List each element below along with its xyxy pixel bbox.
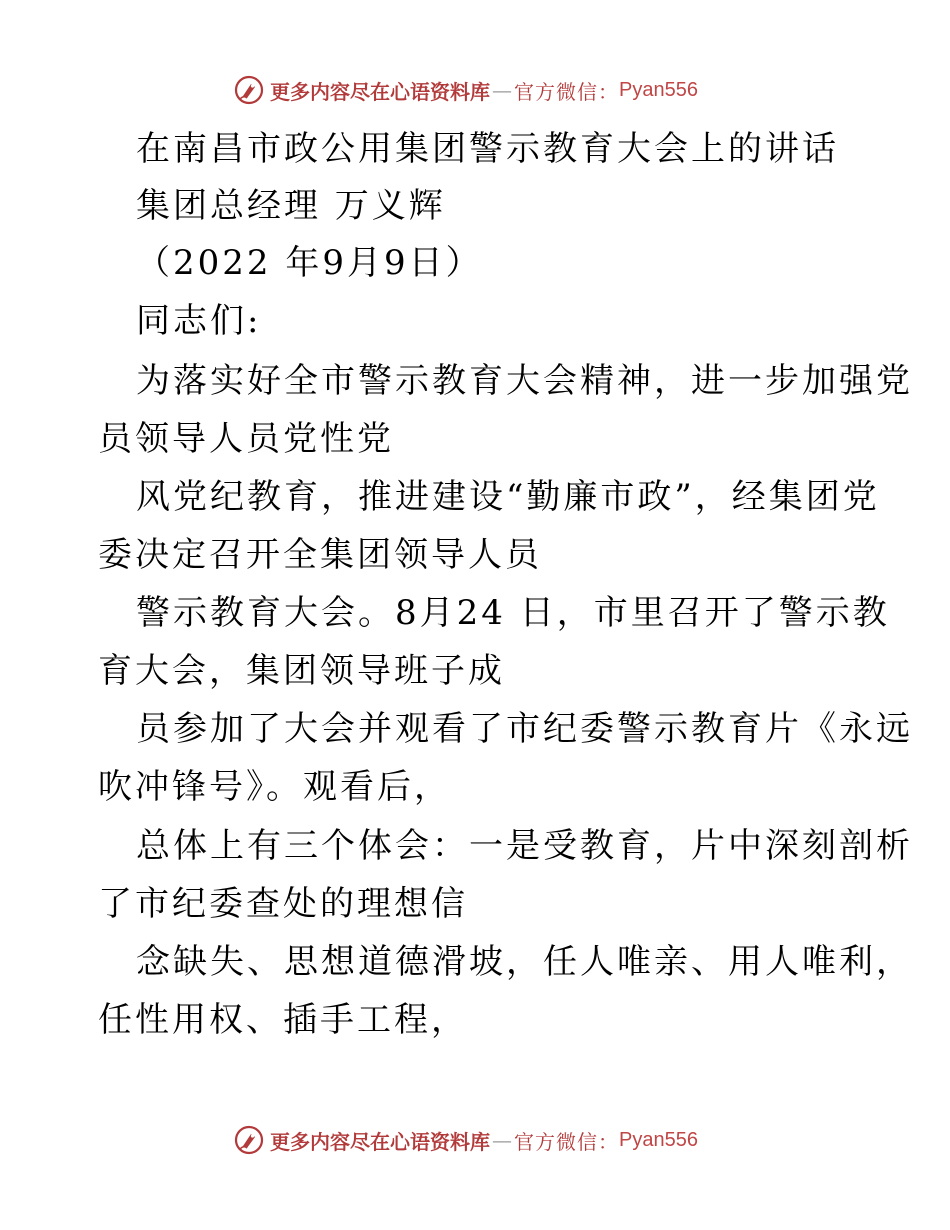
paragraph-line: 吹冲锋号》。观看后， xyxy=(98,767,451,807)
paragraph-line: 为落实好全市警示教育大会精神，进一步加强党 xyxy=(136,361,913,401)
watermark-header xyxy=(234,73,714,107)
watermark-wechat-id: Pyan556 xyxy=(619,78,698,101)
paragraph-line: 员参加了大会并观看了市纪委警示教育片《永远 xyxy=(136,709,913,749)
paragraph-line: 风党纪教育，推进建设“勤廉市政”，经集团党 xyxy=(136,477,880,517)
paragraph-line: 了市纪委查处的理想信 xyxy=(98,884,468,924)
watermark-footer xyxy=(234,1123,714,1157)
paragraph-line: 警示教育大会。8月24 日，市里召开了警示教 xyxy=(136,593,890,633)
paragraph-line: 育大会，集团领导班子成 xyxy=(98,651,505,691)
pen-nib-circle-icon xyxy=(234,1125,264,1155)
paragraph-line: 任性用权、插手工程， xyxy=(98,1000,468,1040)
watermark-official-label: 官方微信： xyxy=(514,79,619,104)
pen-nib-circle-icon xyxy=(234,75,264,105)
document-author: 集团总经理 万义辉 xyxy=(136,186,446,226)
watermark-text: 更多内容尽在心语资料库 xyxy=(270,79,490,104)
document-title: 在南昌市政公用集团警示教育大会上的讲话 xyxy=(136,129,839,169)
watermark-wechat-id: Pyan556 xyxy=(619,1128,698,1151)
document-greeting: 同志们: xyxy=(136,301,262,341)
paragraph-line: 总体上有三个体会：一是受教育，片中深刻剖析 xyxy=(136,826,913,866)
watermark-text: 更多内容尽在心语资料库 xyxy=(270,1129,490,1154)
watermark-official-label: 官方微信： xyxy=(514,1129,619,1154)
document-date: （2022 年9月9日） xyxy=(136,243,483,283)
watermark-separator: — xyxy=(492,1128,512,1152)
paragraph-line: 委决定召开全集团领导人员 xyxy=(98,535,542,575)
paragraph-line: 念缺失、思想道德滑坡，任人唯亲、用人唯利， xyxy=(136,942,913,982)
paragraph-line: 员领导人员党性党 xyxy=(98,419,394,459)
watermark-separator: — xyxy=(492,78,512,102)
